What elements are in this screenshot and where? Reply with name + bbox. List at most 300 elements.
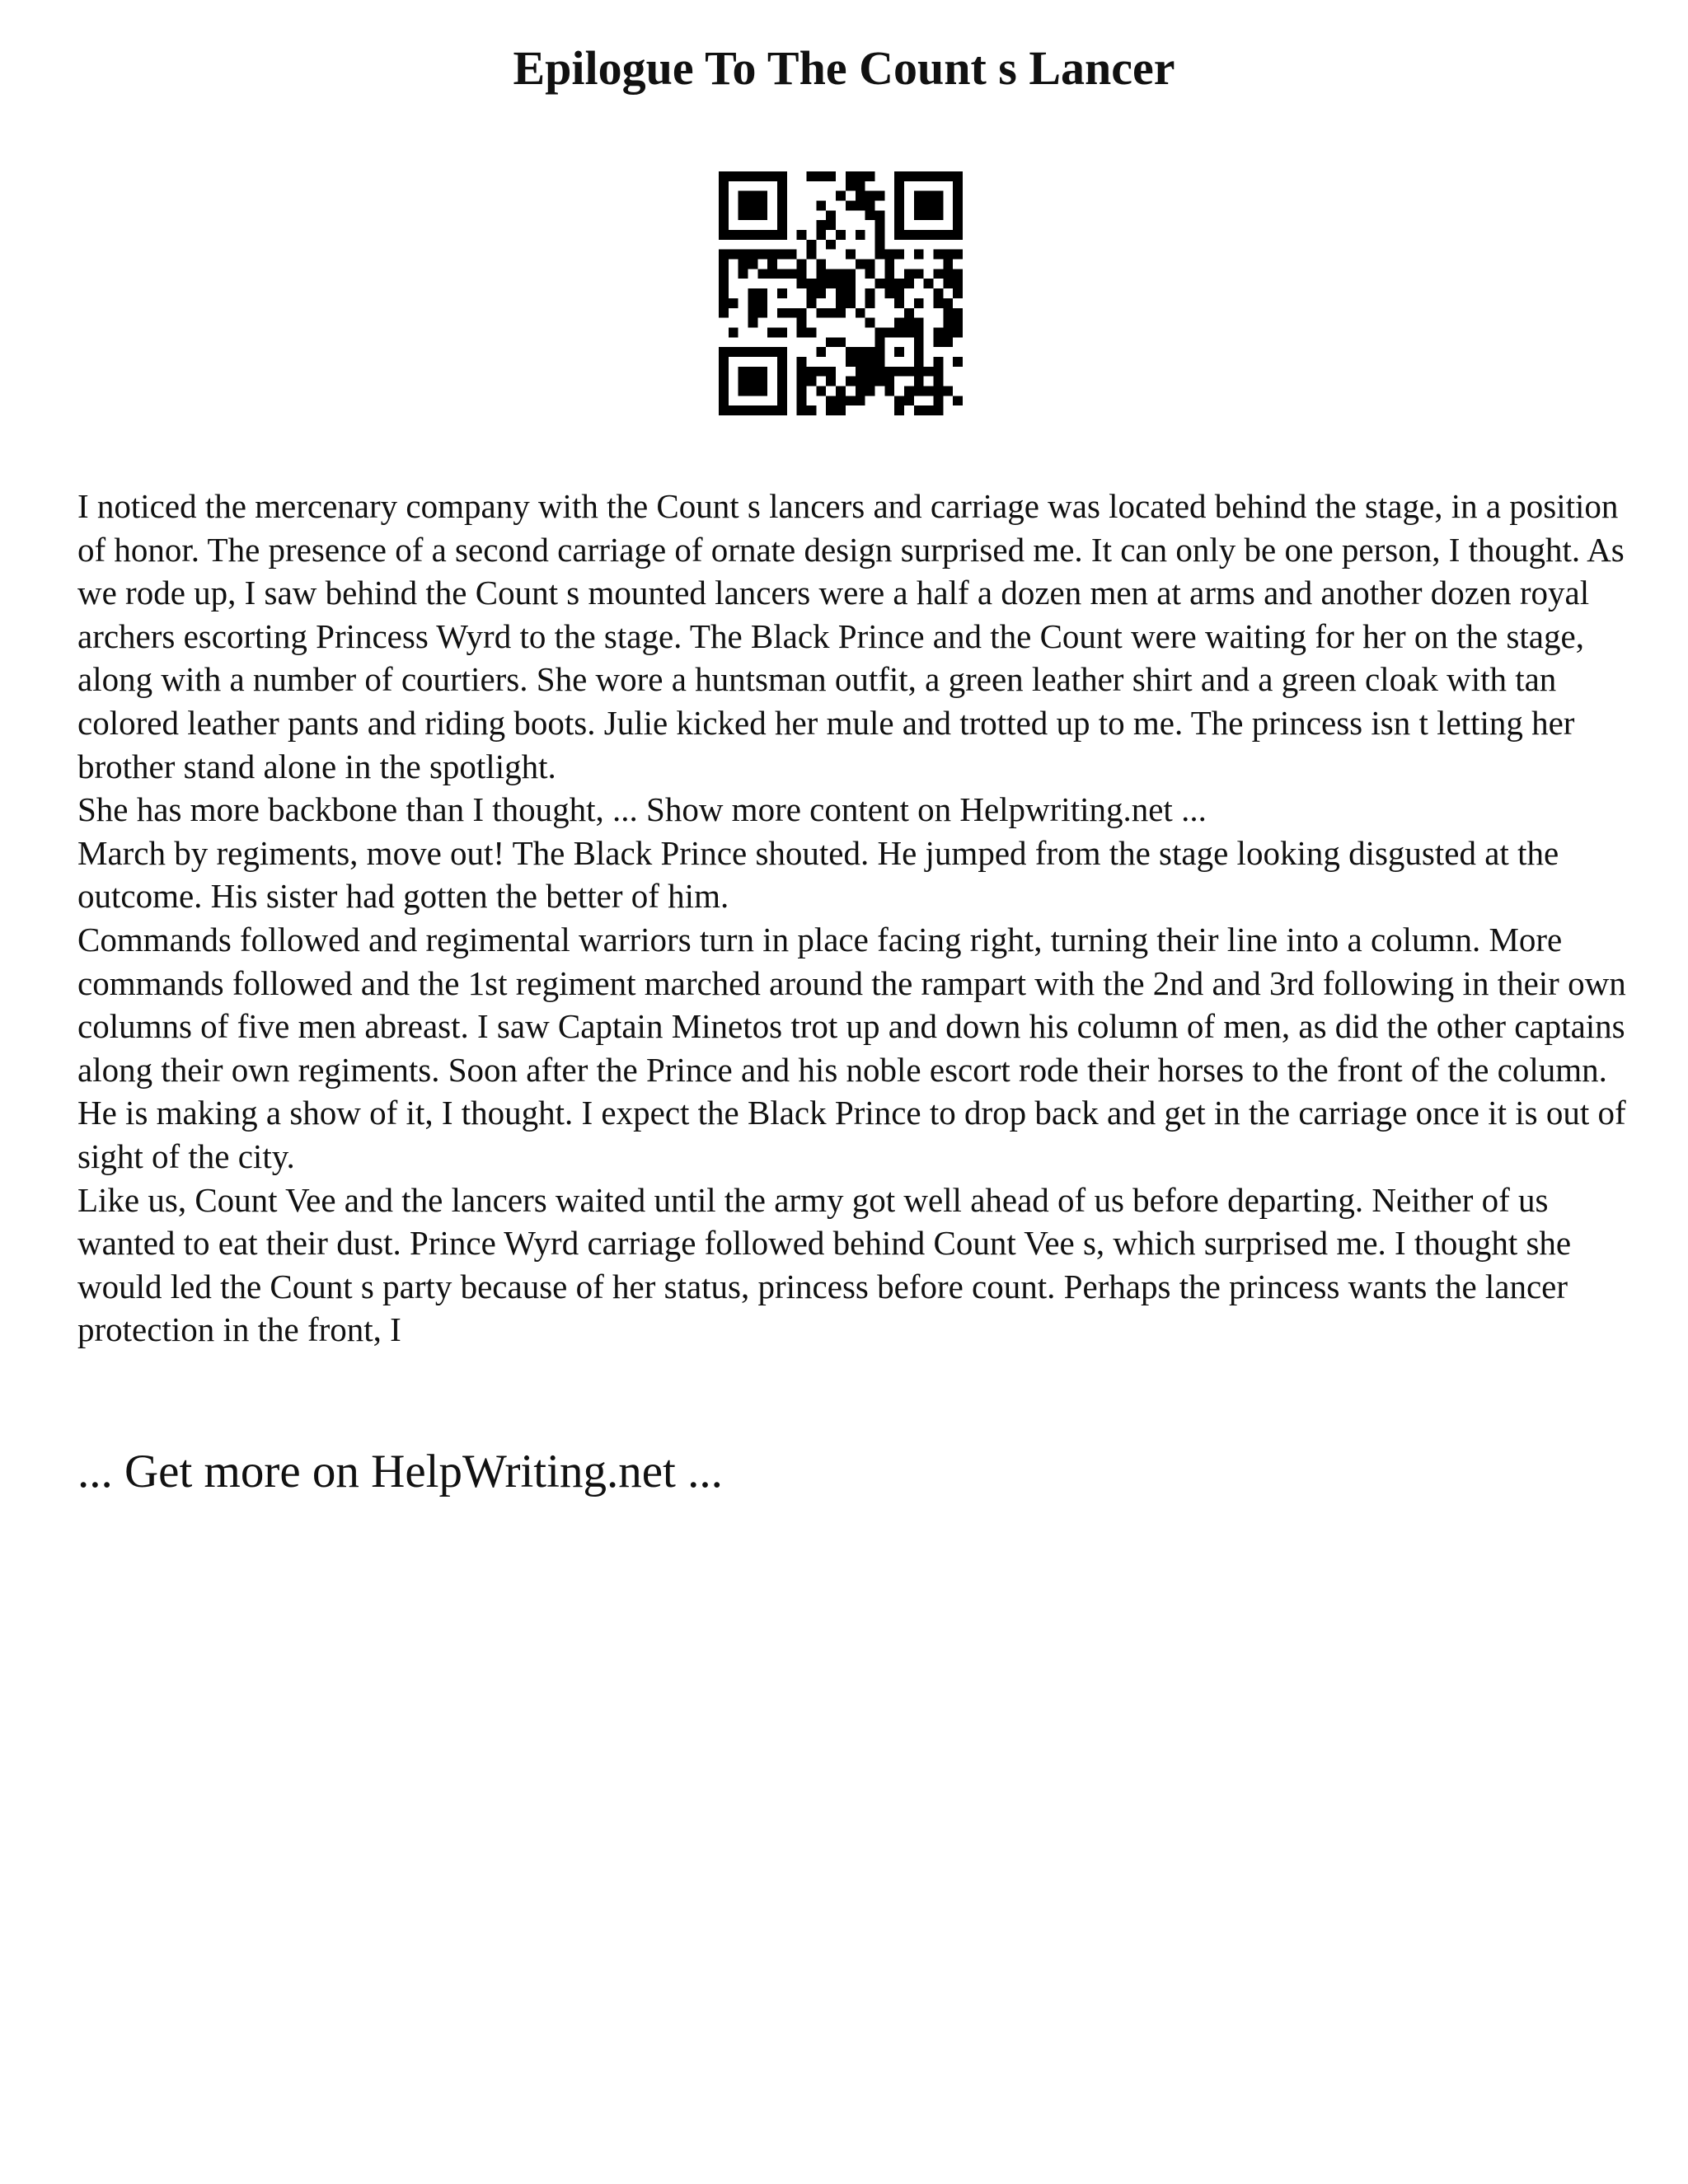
qr-module bbox=[797, 230, 807, 240]
qr-module bbox=[933, 327, 943, 337]
qr-module bbox=[748, 367, 758, 377]
qr-module bbox=[914, 357, 924, 367]
qr-module bbox=[807, 171, 817, 181]
qr-module bbox=[933, 357, 943, 367]
qr-module bbox=[719, 230, 729, 240]
qr-module bbox=[874, 327, 884, 337]
qr-module bbox=[894, 298, 904, 308]
qr-module bbox=[767, 171, 777, 181]
qr-module bbox=[748, 318, 758, 328]
qr-module bbox=[757, 386, 767, 396]
qr-module bbox=[904, 367, 914, 377]
qr-module bbox=[777, 377, 787, 387]
article-body bbox=[77, 485, 1627, 1352]
qr-module bbox=[846, 377, 856, 387]
qr-module bbox=[894, 327, 904, 337]
qr-module bbox=[914, 201, 924, 211]
qr-module bbox=[856, 308, 865, 318]
qr-module bbox=[865, 210, 875, 220]
qr-module bbox=[933, 298, 943, 308]
qr-module bbox=[933, 377, 943, 387]
qr-module bbox=[719, 377, 729, 387]
qr-module bbox=[748, 298, 758, 308]
qr-module bbox=[748, 288, 758, 298]
qr-module bbox=[846, 171, 856, 181]
qr-module bbox=[748, 260, 758, 269]
qr-module bbox=[748, 377, 758, 387]
qr-module bbox=[748, 250, 758, 260]
qr-module bbox=[933, 171, 943, 181]
qr-module bbox=[777, 405, 787, 415]
qr-module bbox=[748, 405, 758, 415]
qr-module bbox=[816, 279, 826, 288]
qr-module bbox=[719, 298, 729, 308]
qr-module bbox=[953, 288, 963, 298]
qr-module bbox=[826, 240, 836, 250]
qr-module bbox=[846, 288, 856, 298]
qr-module bbox=[894, 405, 904, 415]
qr-module bbox=[874, 347, 884, 357]
qr-module bbox=[807, 405, 817, 415]
qr-module bbox=[943, 327, 953, 337]
qr-module bbox=[865, 260, 875, 269]
qr-module bbox=[943, 171, 953, 181]
qr-module bbox=[856, 396, 865, 405]
qr-module bbox=[807, 367, 817, 377]
qr-module bbox=[953, 171, 963, 181]
qr-module bbox=[874, 250, 884, 260]
qr-module bbox=[757, 288, 767, 298]
qr-module bbox=[846, 396, 856, 405]
qr-module bbox=[904, 396, 914, 405]
qr-module bbox=[846, 279, 856, 288]
qr-module bbox=[856, 191, 865, 201]
qr-module bbox=[904, 279, 914, 288]
qr-module bbox=[914, 298, 924, 308]
qr-module bbox=[884, 367, 894, 377]
paragraph: Commands followed and regimental warriors turn in place facing right, turning their line into a column. More commands followed and the 1st regiment marched around the rampart with the 2nd and 3rd following in their own columns of five men abreast. I saw Captain Minetos trot up and down his column of men, as did the other captains along their own regiments. Soon after the Prince and his noble escort rode their horses to the front of the column. He is making a show of it, I thought. I expect the Black Prince to drop back and get in the carriage once it is out of sight of the city. bbox=[77, 920, 1626, 1175]
qr-module bbox=[865, 367, 875, 377]
qr-module bbox=[953, 201, 963, 211]
qr-module bbox=[856, 386, 865, 396]
qr-module bbox=[816, 386, 826, 396]
qr-module bbox=[777, 250, 787, 260]
qr-module bbox=[953, 230, 963, 240]
qr-module bbox=[953, 269, 963, 279]
qr-module bbox=[884, 377, 894, 387]
qr-module bbox=[836, 269, 846, 279]
qr-module bbox=[816, 230, 826, 240]
qr-module bbox=[797, 269, 807, 279]
qr-module bbox=[874, 191, 884, 201]
qr-module bbox=[787, 308, 797, 318]
qr-module bbox=[826, 220, 836, 230]
qr-module bbox=[816, 288, 826, 298]
qr-module bbox=[748, 191, 758, 201]
qr-module bbox=[797, 260, 807, 269]
qr-module bbox=[807, 377, 817, 387]
qr-module bbox=[924, 279, 934, 288]
qr-module bbox=[904, 318, 914, 328]
qr-module bbox=[894, 347, 904, 357]
qr-module bbox=[894, 210, 904, 220]
qr-module bbox=[884, 269, 894, 279]
qr-module bbox=[826, 171, 836, 181]
qr-module bbox=[865, 318, 875, 328]
qr-module bbox=[943, 318, 953, 328]
qr-module bbox=[767, 347, 777, 357]
qr-module bbox=[846, 250, 856, 260]
qr-module bbox=[757, 405, 767, 415]
qr-module bbox=[933, 201, 943, 211]
qr-module bbox=[738, 201, 748, 211]
qr-module bbox=[856, 230, 865, 240]
qr-module bbox=[777, 357, 787, 367]
qr-module bbox=[757, 201, 767, 211]
qr-module bbox=[738, 269, 748, 279]
qr-module bbox=[797, 279, 807, 288]
qr-module bbox=[924, 405, 934, 415]
qr-module bbox=[777, 288, 787, 298]
qr-module bbox=[943, 279, 953, 288]
qr-module bbox=[884, 279, 894, 288]
qr-module bbox=[738, 171, 748, 181]
qr-module bbox=[738, 260, 748, 269]
qr-module bbox=[933, 269, 943, 279]
qr-module bbox=[748, 347, 758, 357]
qr-module bbox=[856, 260, 865, 269]
qr-module bbox=[874, 210, 884, 220]
qr-module bbox=[816, 260, 826, 269]
qr-module bbox=[894, 230, 904, 240]
qr-module bbox=[767, 269, 777, 279]
qr-module bbox=[953, 250, 963, 260]
get-more-link[interactable]: ... Get more on HelpWriting.net ... bbox=[77, 1446, 723, 1497]
qr-module bbox=[826, 405, 836, 415]
qr-module bbox=[729, 405, 738, 415]
qr-module bbox=[816, 367, 826, 377]
qr-module bbox=[777, 181, 787, 191]
qr-module bbox=[797, 308, 807, 318]
qr-module bbox=[874, 367, 884, 377]
qr-module bbox=[738, 347, 748, 357]
qr-module bbox=[943, 250, 953, 260]
qr-module bbox=[846, 357, 856, 367]
qr-module bbox=[719, 308, 729, 318]
qr-module bbox=[719, 347, 729, 357]
qr-module bbox=[816, 220, 826, 230]
qr-module bbox=[729, 250, 738, 260]
qr-module bbox=[894, 181, 904, 191]
qr-module bbox=[748, 230, 758, 240]
qr-module bbox=[953, 327, 963, 337]
qr-module bbox=[865, 377, 875, 387]
qr-module bbox=[933, 250, 943, 260]
qr-module bbox=[884, 327, 894, 337]
qr-module bbox=[924, 201, 934, 211]
qr-module bbox=[797, 396, 807, 405]
qr-module bbox=[748, 386, 758, 396]
qr-module bbox=[729, 347, 738, 357]
qr-module bbox=[914, 347, 924, 357]
qr-module bbox=[777, 210, 787, 220]
qr-module bbox=[924, 386, 934, 396]
qr-module bbox=[748, 201, 758, 211]
qr-module bbox=[933, 396, 943, 405]
qr-module bbox=[943, 337, 953, 347]
qr-module bbox=[826, 308, 836, 318]
qr-module bbox=[894, 171, 904, 181]
qr-module bbox=[894, 396, 904, 405]
qr-module bbox=[719, 201, 729, 211]
qr-module bbox=[777, 269, 787, 279]
qr-module bbox=[914, 386, 924, 396]
qr-module bbox=[865, 386, 875, 396]
qr-module bbox=[729, 230, 738, 240]
qr-module bbox=[777, 220, 787, 230]
qr-module bbox=[836, 191, 846, 201]
qr-module bbox=[719, 260, 729, 269]
qr-module bbox=[904, 171, 914, 181]
qr-module bbox=[767, 405, 777, 415]
qr-module bbox=[894, 367, 904, 377]
qr-module bbox=[865, 298, 875, 308]
qr-module bbox=[836, 308, 846, 318]
qr-module bbox=[738, 250, 748, 260]
qr-module bbox=[738, 210, 748, 220]
qr-module bbox=[884, 250, 894, 260]
qr-module bbox=[836, 337, 846, 347]
qr-module bbox=[757, 367, 767, 377]
qr-module bbox=[953, 308, 963, 318]
qr-module bbox=[719, 191, 729, 201]
qr-module bbox=[816, 201, 826, 211]
qr-module bbox=[757, 347, 767, 357]
qr-module bbox=[777, 386, 787, 396]
qr-module bbox=[719, 288, 729, 298]
qr-module bbox=[777, 327, 787, 337]
qr-module bbox=[846, 269, 856, 279]
qr-module bbox=[933, 210, 943, 220]
qr-module bbox=[797, 318, 807, 328]
qr-module bbox=[943, 269, 953, 279]
qr-module bbox=[894, 318, 904, 328]
qr-module bbox=[816, 171, 826, 181]
qr-module bbox=[797, 357, 807, 367]
qr-module bbox=[719, 386, 729, 396]
qr-module bbox=[846, 347, 856, 357]
qr-module bbox=[914, 250, 924, 260]
qr-module bbox=[836, 230, 846, 240]
qr-module bbox=[856, 367, 865, 377]
qr-module bbox=[729, 298, 738, 308]
qr-module bbox=[777, 396, 787, 405]
qr-module bbox=[874, 240, 884, 250]
qr-module bbox=[757, 210, 767, 220]
qr-module bbox=[943, 298, 953, 308]
qr-module bbox=[865, 171, 875, 181]
qr-module bbox=[914, 318, 924, 328]
qr-module bbox=[865, 347, 875, 357]
qr-module bbox=[777, 367, 787, 377]
qr-module bbox=[904, 230, 914, 240]
qr-module bbox=[953, 210, 963, 220]
qr-module bbox=[953, 220, 963, 230]
qr-module bbox=[924, 191, 934, 201]
paragraph: March by regiments, move out! The Black Prince shouted. He jumped from the stage looking disgusted at the outcome. His sister had gotten the better of him. bbox=[77, 833, 1559, 916]
qr-module bbox=[914, 210, 924, 220]
qr-module bbox=[865, 191, 875, 201]
qr-module bbox=[836, 386, 846, 396]
qr-module bbox=[836, 405, 846, 415]
qr-module bbox=[914, 367, 924, 377]
qr-module bbox=[777, 347, 787, 357]
qr-module bbox=[953, 181, 963, 191]
qr-module bbox=[797, 377, 807, 387]
qr-module bbox=[738, 386, 748, 396]
qr-module bbox=[807, 250, 817, 260]
qr-module bbox=[856, 357, 865, 367]
qr-module bbox=[738, 367, 748, 377]
qr-module bbox=[757, 308, 767, 318]
qr-module bbox=[874, 230, 884, 240]
qr-module bbox=[729, 171, 738, 181]
qr-module bbox=[924, 210, 934, 220]
qr-module bbox=[787, 269, 797, 279]
qr-module bbox=[856, 347, 865, 357]
qr-module bbox=[924, 367, 934, 377]
qr-module bbox=[846, 201, 856, 211]
qr-module bbox=[933, 367, 943, 377]
qr-module bbox=[719, 220, 729, 230]
qr-module bbox=[807, 240, 817, 250]
qr-module bbox=[933, 337, 943, 347]
qr-module bbox=[914, 230, 924, 240]
qr-module bbox=[953, 191, 963, 201]
qr-module bbox=[914, 377, 924, 387]
qr-module bbox=[953, 396, 963, 405]
qr-module bbox=[865, 357, 875, 367]
qr-module bbox=[719, 367, 729, 377]
qr-module bbox=[826, 396, 836, 405]
qr-module bbox=[933, 405, 943, 415]
qr-module bbox=[729, 327, 738, 337]
qr-module bbox=[884, 386, 894, 396]
qr-module bbox=[719, 405, 729, 415]
qr-module bbox=[797, 386, 807, 396]
qr-module bbox=[826, 279, 836, 288]
qr-module bbox=[807, 327, 817, 337]
qr-module bbox=[856, 201, 865, 211]
qr-module bbox=[874, 279, 884, 288]
qr-module bbox=[933, 288, 943, 298]
qr-module bbox=[826, 269, 836, 279]
qr-module bbox=[933, 386, 943, 396]
qr-module bbox=[884, 260, 894, 269]
qr-module bbox=[777, 308, 787, 318]
qr-module bbox=[738, 191, 748, 201]
qr-module bbox=[943, 386, 953, 396]
qr-module bbox=[904, 386, 914, 396]
paragraph: Like us, Count Vee and the lancers waited until the army got well ahead of us before departing. Neither of us wanted to eat their dust. Prince Wyrd carriage followed behind Count Vee s, which surprised me. I thought she would led the Count s party because of her status, princess before count. Perhaps the princess wants the lancer protection in the front, I bbox=[77, 1180, 1572, 1349]
qr-module bbox=[816, 308, 826, 318]
qr-module bbox=[826, 337, 836, 347]
qr-module bbox=[933, 230, 943, 240]
qr-module bbox=[777, 171, 787, 181]
qr-module bbox=[924, 171, 934, 181]
qr-module bbox=[816, 347, 826, 357]
qr-module bbox=[894, 288, 904, 298]
qr-module bbox=[865, 288, 875, 298]
qr-module bbox=[826, 210, 836, 220]
qr-module bbox=[826, 377, 836, 387]
qr-module bbox=[856, 377, 865, 387]
qr-module bbox=[767, 230, 777, 240]
qr-module bbox=[777, 230, 787, 240]
qr-module bbox=[767, 260, 777, 269]
qr-module bbox=[943, 230, 953, 240]
qr-module bbox=[865, 269, 875, 279]
qr-module bbox=[914, 337, 924, 347]
paragraph: I noticed the mercenary company with the Count s lancers and carriage was located behind the stage, in a position of honor. The presence of a second carriage of ornate design surprised me. It can only be one person, I thought. As we rode up, I saw behind the Count s mounted lancers were a half a dozen men at arms and another dozen royal archers escorting Princess Wyrd to the stage. The Black Prince and the Count were waiting for her on the stage, along with a number of courtiers. She wore a huntsman outfit, a green leather shirt and a green cloak with tan colored leather pants and riding boots. Julie kicked her mule and trotted up to me. The princess isn t letting her brother stand alone in the spotlight. bbox=[77, 487, 1625, 785]
qr-module bbox=[757, 250, 767, 260]
qr-module bbox=[757, 230, 767, 240]
qr-module bbox=[836, 298, 846, 308]
qr-module bbox=[807, 279, 817, 288]
qr-module bbox=[914, 191, 924, 201]
qr-module bbox=[757, 377, 767, 387]
qr-module bbox=[856, 181, 865, 191]
qr-module bbox=[953, 318, 963, 328]
qr-module bbox=[797, 405, 807, 415]
qr-module bbox=[757, 298, 767, 308]
qr-module bbox=[719, 357, 729, 367]
qr-module bbox=[953, 279, 963, 288]
qr-module bbox=[719, 181, 729, 191]
qr-module bbox=[777, 201, 787, 211]
qr-module bbox=[719, 171, 729, 181]
qr-module bbox=[894, 191, 904, 201]
qr-code-icon bbox=[719, 171, 963, 415]
qr-module bbox=[767, 327, 777, 337]
qr-module bbox=[904, 327, 914, 337]
qr-module bbox=[894, 220, 904, 230]
qr-module bbox=[757, 171, 767, 181]
qr-module bbox=[914, 405, 924, 415]
qr-module bbox=[846, 298, 856, 308]
qr-module bbox=[924, 230, 934, 240]
qr-module bbox=[953, 357, 963, 367]
qr-module bbox=[767, 250, 777, 260]
qr-module bbox=[865, 201, 875, 211]
qr-module bbox=[748, 308, 758, 318]
qr-module bbox=[738, 377, 748, 387]
qr-module bbox=[719, 250, 729, 260]
qr-module bbox=[914, 269, 924, 279]
qr-module bbox=[894, 250, 904, 260]
qr-module bbox=[846, 181, 856, 191]
qr-module bbox=[904, 308, 914, 318]
qr-module bbox=[914, 327, 924, 337]
qr-module bbox=[933, 191, 943, 201]
qr-module bbox=[719, 279, 729, 288]
qr-module bbox=[874, 357, 884, 367]
qr-module bbox=[894, 279, 904, 288]
qr-module bbox=[719, 269, 729, 279]
qr-module bbox=[757, 269, 767, 279]
qr-module bbox=[836, 279, 846, 288]
qr-module bbox=[884, 288, 894, 298]
